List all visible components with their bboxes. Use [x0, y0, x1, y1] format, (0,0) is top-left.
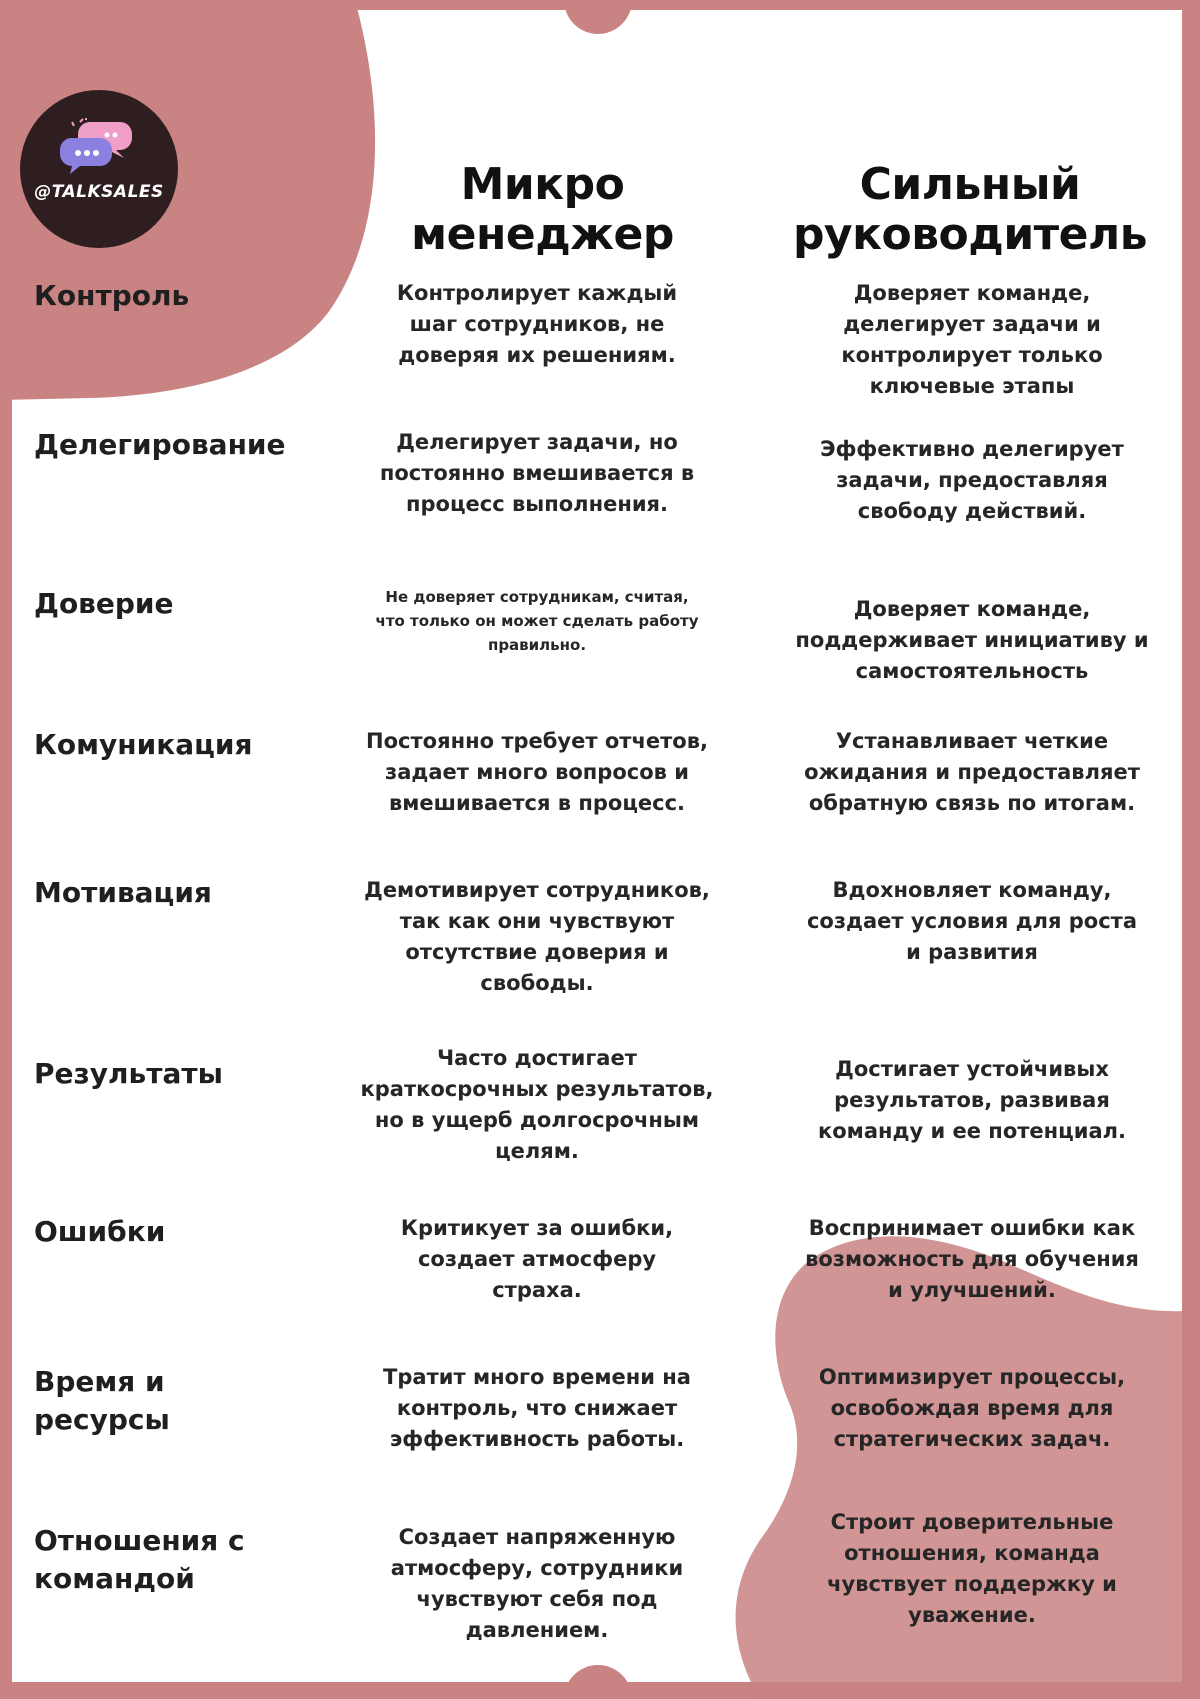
row-label-line: Ошибки	[34, 1215, 166, 1248]
row-label-line: Делегирование	[34, 428, 286, 461]
row-label-line: Время и	[34, 1365, 165, 1398]
column-title-line: руководитель	[792, 209, 1148, 260]
cell-line: задачи, предоставляя	[836, 468, 1108, 492]
cell-line: отношения, команда	[844, 1541, 1100, 1565]
cell-line: возможность для обучения	[805, 1247, 1139, 1271]
cell-line: но в ущерб долгосрочным	[374, 1108, 700, 1132]
cell-line: Устанавливает четкие	[835, 729, 1109, 753]
cell-micro-control	[332, 278, 742, 371]
cell-line: Вдохновляет команду,	[832, 878, 1112, 902]
row-label-delegation	[34, 426, 324, 464]
row-label-line: Результаты	[34, 1057, 223, 1090]
cell-micro-communication	[332, 726, 742, 819]
cell-line: обратную связь по итогам.	[808, 791, 1136, 815]
cell-line: Создает напряженную	[398, 1525, 676, 1549]
row-label-results	[34, 1055, 324, 1093]
cell-line: стратегических задач.	[833, 1427, 1111, 1451]
cell-line: свободу действий.	[857, 499, 1087, 523]
cell-line: постоянно вмешивается в	[379, 461, 695, 485]
cell-line: и улучшений.	[888, 1278, 1056, 1302]
cell-line: Доверяет команде,	[853, 281, 1091, 305]
cell-strong-communication	[762, 726, 1182, 819]
cell-line: уважение.	[908, 1603, 1036, 1627]
cell-line: краткосрочных результатов,	[360, 1077, 714, 1101]
cell-strong-control	[762, 278, 1182, 402]
cell-strong-motivation	[762, 875, 1182, 968]
column-title-line: менеджер	[411, 209, 674, 260]
row-label-time-resources	[34, 1363, 324, 1439]
cell-line: давлением.	[465, 1618, 609, 1642]
row-label-team-relations	[34, 1522, 324, 1598]
cell-line: доверяя их решениям.	[398, 343, 676, 367]
cell-line: Воспринимает ошибки как	[808, 1216, 1136, 1240]
row-label-line: Доверие	[34, 587, 174, 620]
cell-line: ключевые этапы	[869, 374, 1075, 398]
cell-strong-mistakes	[762, 1213, 1182, 1306]
cell-strong-results	[762, 1054, 1182, 1147]
row-label-motivation	[34, 874, 324, 912]
cell-line: Достигает устойчивых	[835, 1057, 1109, 1081]
cell-micro-delegation	[332, 427, 742, 520]
cell-line: поддерживает инициативу и	[795, 628, 1149, 652]
row-label-trust	[34, 585, 324, 623]
cell-line: вмешивается в процесс.	[388, 791, 686, 815]
row-label-mistakes	[34, 1213, 324, 1251]
row-label-line: Мотивация	[34, 876, 212, 909]
cell-line: свободы.	[480, 971, 594, 995]
row-label-line: Контроль	[34, 279, 190, 312]
column-title-micro-manager	[355, 160, 730, 260]
column-title-line: Микро	[460, 159, 625, 210]
cell-strong-team-relations	[762, 1507, 1182, 1631]
cell-line: задает много вопросов и	[385, 760, 689, 784]
cell-line: Строит доверительные	[830, 1510, 1114, 1534]
cell-line: результатов, развивая	[834, 1088, 1110, 1112]
cell-micro-trust	[332, 585, 742, 657]
cell-line: делегирует задачи и	[843, 312, 1101, 336]
cell-line: Часто достигает	[437, 1046, 637, 1070]
cell-micro-mistakes	[332, 1213, 742, 1306]
cell-strong-delegation	[762, 434, 1182, 527]
column-title-line: Сильный	[859, 159, 1081, 210]
cell-line: ожидания и предоставляет	[804, 760, 1140, 784]
cell-line: страха.	[492, 1278, 582, 1302]
cell-line: так как они чувствуют	[399, 909, 675, 933]
cell-line: Контролирует каждый	[396, 281, 678, 305]
cell-micro-motivation	[332, 875, 742, 999]
row-label-control	[34, 277, 324, 315]
row-label-line: Отношения с	[34, 1524, 245, 1557]
cell-line: Делегирует задачи, но	[396, 430, 678, 454]
cell-line: создает атмосферу	[417, 1247, 657, 1271]
cell-line: самостоятельность	[855, 659, 1089, 683]
cell-line: контроль, что снижает	[396, 1396, 678, 1420]
cell-line: Оптимизирует процессы,	[818, 1365, 1126, 1389]
row-label-line: Комуникация	[34, 728, 253, 761]
chat-bubbles-icon	[60, 118, 140, 180]
brand-logo	[20, 90, 178, 248]
cell-line: что только он может сделать работу	[375, 612, 699, 630]
cell-line: создает условия для роста	[806, 909, 1138, 933]
cell-strong-trust	[762, 594, 1182, 687]
cell-line: освобождая время для	[830, 1396, 1114, 1420]
cell-line: и развития	[906, 940, 1038, 964]
row-label-line: командой	[34, 1562, 195, 1595]
cell-line: атмосферу, сотрудники	[390, 1556, 684, 1580]
cell-line: Эффективно делегирует	[820, 437, 1124, 461]
cell-strong-time-resources	[762, 1362, 1182, 1455]
cell-line: чувствуют себя под	[416, 1587, 658, 1611]
cell-line: отсутствие доверия и	[405, 940, 669, 964]
cell-line: процесс выполнения.	[405, 492, 669, 516]
cell-line: целям.	[495, 1139, 579, 1163]
row-label-communication	[34, 726, 324, 764]
cell-line: Критикует за ошибки,	[400, 1216, 674, 1240]
cell-line: Доверяет команде,	[853, 597, 1091, 621]
cell-line: команду и ее потенциал.	[818, 1119, 1126, 1143]
brand-handle: @TALKSALES	[34, 182, 164, 202]
cell-micro-time-resources	[332, 1362, 742, 1455]
column-title-strong-leader	[760, 160, 1180, 260]
cell-micro-team-relations	[332, 1522, 742, 1646]
cell-micro-results	[332, 1043, 742, 1167]
cell-line: правильно.	[487, 636, 587, 654]
cell-line: Тратит много времени на	[383, 1365, 691, 1389]
cell-line: чувствует поддержку и	[827, 1572, 1117, 1596]
cell-line: Постоянно требует отчетов,	[366, 729, 708, 753]
cell-line: эффективность работы.	[389, 1427, 685, 1451]
cell-line: шаг сотрудников, не	[409, 312, 665, 336]
cell-line: Демотивирует сотрудников,	[364, 878, 710, 902]
cell-line: контролирует только	[841, 343, 1103, 367]
row-label-line: ресурсы	[34, 1403, 170, 1436]
cell-line: Не доверяет сотрудникам, считая,	[385, 588, 689, 606]
